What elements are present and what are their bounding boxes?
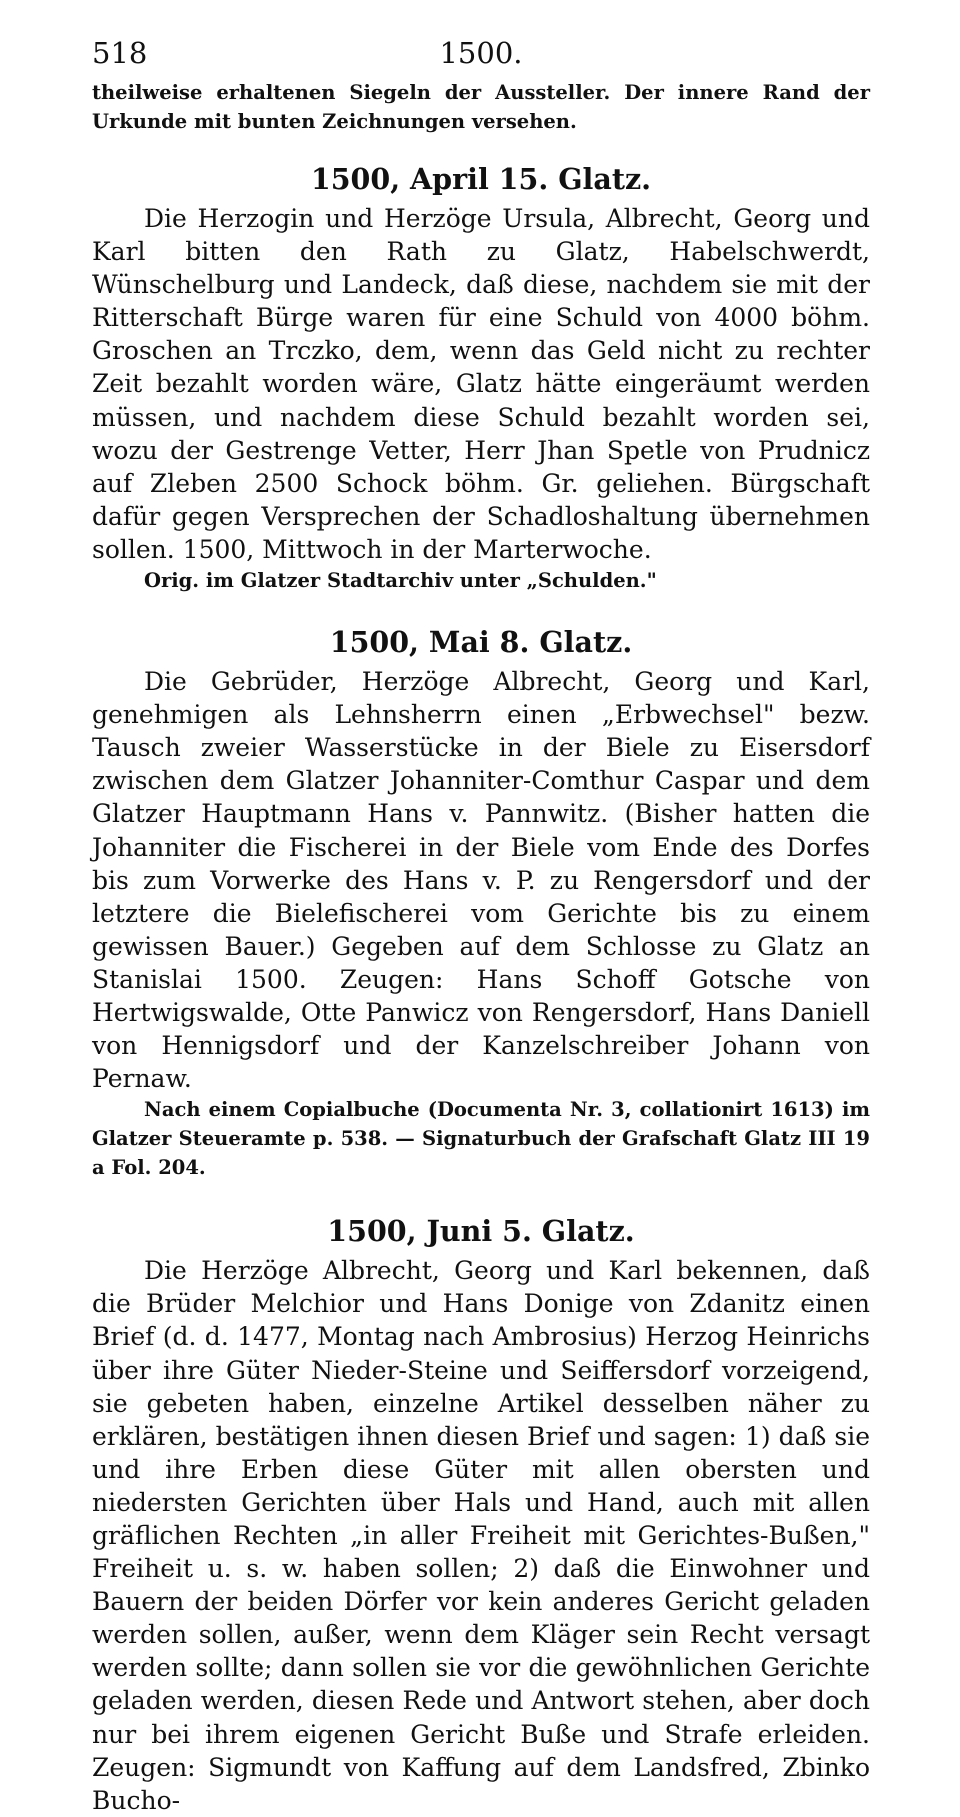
continuation-note: theilweise erhaltenen Siegeln der Aussteller. Der innere Rand der Urkunde mit bunten Zeichnungen versehen. bbox=[92, 81, 870, 133]
entry-text: Die Gebrüder, Herzöge Albrecht, Georg und Karl, genehmigen als Lehnsherrn einen „Erbwechsel" bezw. Tausch zweier Wasserstücke in der Biele zu Eisersdorf zwischen dem Glatzer Johanniter-Comthur Caspar und dem Glatzer Hauptmann Hans v. Pannwitz. (Bisher hatten die Johanniter die Fischerei in der Biele vom Ende des Dorfes bis zum Vorwerke des Hans v. P. zu Rengersdorf und der letztere die Bielefischerei vom Gerichte bis zu einem gewissen Bauer.) Gegeben auf dem Schlosse zu Glatz an Stanislai 1500. Zeugen: Hans Schoff Gotsche von Hertwigswalde, Otte Panwicz von Rengersdorf, Hans Daniell von Hennigsdorf und der Kanzelschreiber Johann von Pernaw. bbox=[92, 667, 870, 1094]
entry-heading: 1500, Juni 5. Glatz. bbox=[327, 1214, 635, 1249]
page-header bbox=[92, 28, 870, 78]
page-number: 518 bbox=[92, 36, 148, 70]
entry-text: Die Herzöge Albrecht, Georg und Karl bekennen, daß die Brüder Melchior und Hans Donige von Zdanitz einen Brief (d. d. 1477, Montag nach Ambrosius) Herzog Heinrichs über ihre Güter Nieder-Steine und Seiffersdorf vorzeigend, sie gebeten haben, einzelne Artikel desselben näher zu erklären, bestätigen ihnen diesen Brief und sagen: 1) daß sie und ihre Erben diese Güter mit allen obersten und niedersten Gerichten über Hals und Hand, auch mit allen gräflichen Rechten „in aller Freiheit mit Gerichtes-Bußen," Freiheit u. s. w. haben sollen; 2) daß die Einwohner und Bauern der beiden Dörfer vor kein anderes Gericht geladen werden sollen, außer, wenn dem Kläger sein Recht versagt werden sollte; dann sollen sie vor die gewöhnlichen Gerichte geladen werden, diesen Rede und Antwort stehen, aber doch nur bei ihrem eigenen Gericht Buße und Strafe erleiden. Zeugen: Sigmundt von Kaffung auf dem Landsfred, Zbinko Bucho- bbox=[92, 1256, 870, 1815]
source-note: Nach einem Copialbuche (Documenta Nr. 3, collationirt 1613) im Glatzer Steueramte p. 538. — Signaturbuch der Grafschaft Glatz III 19 a Fol. 204. bbox=[92, 1098, 870, 1180]
entry-heading: 1500, Mai 8. Glatz. bbox=[329, 625, 633, 660]
source-note: Orig. im Glatzer Stadtarchiv unter „Schulden." bbox=[144, 569, 657, 593]
entry-heading: 1500, April 15. Glatz. bbox=[310, 162, 652, 196]
entry-text: Die Herzogin und Herzöge Ursula, Albrecht, Georg und Karl bitten den Rath zu Glatz, Habelschwerdt, Wünschelburg und Landeck, daß diese, nachdem sie mit der Ritterschaft Bürge waren für eine Schuld von 4000 böhm. Groschen an Trczko, dem, wenn das Geld nicht zu rechter Zeit bezahlt worden wäre, Glatz hätte eingeräumt werden müssen, und nachdem diese Schuld bezahlt worden sei, wozu der Gestrenge Vetter, Herr Jhan Spetle von Prudnicz auf Zleben 2500 Schock böhm. Gr. geliehen. Bürgschaft dafür gegen Versprechen der Schadloshaltung übernehmen sollen. 1500, Mittwoch in der Marterwoche. bbox=[92, 204, 870, 564]
running-head: 1500. bbox=[439, 36, 523, 70]
book-page bbox=[92, 28, 870, 1817]
